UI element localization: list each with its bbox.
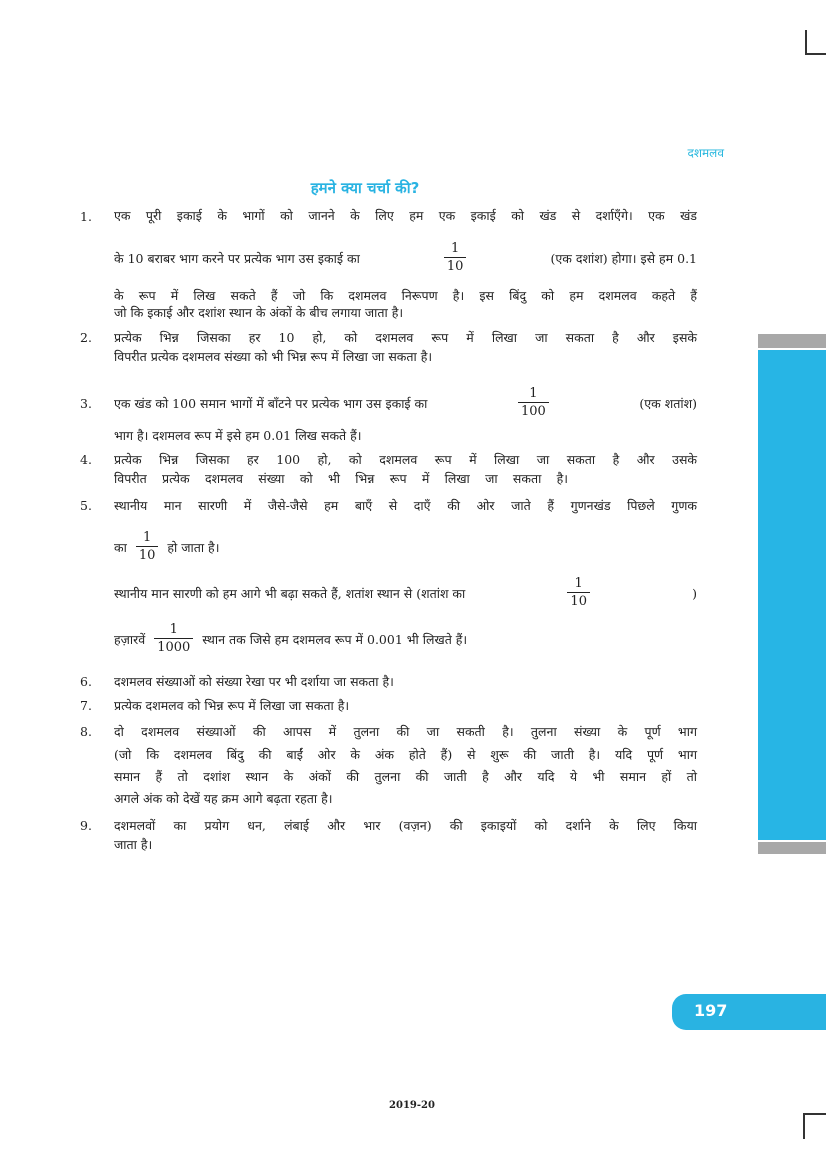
side-tab-top-stripe bbox=[758, 334, 826, 348]
item-line: दशमलव संख्याओं को संख्या रेखा पर भी दर्शाया जा सकता है। bbox=[114, 674, 394, 689]
text-segment: के 10 बराबर भाग करने पर प्रत्येक भाग उस इकाई का bbox=[114, 250, 360, 266]
fraction-denominator: 100 bbox=[518, 402, 549, 420]
item-line: जाता है। bbox=[114, 837, 153, 852]
fraction-denominator: 1000 bbox=[154, 638, 193, 656]
item-number: 4. bbox=[80, 452, 92, 467]
text-segment: स्थानीय मान सारणी को हम आगे भी बढ़ा सकते हैं, शतांश स्थान से (शतांश का bbox=[114, 585, 466, 601]
item-line: स्थानीय मान सारणी में जैसे-जैसे हम बाएँ से दाएँ की ओर जाते हैं गुणनखंड पिछले गुणक bbox=[114, 498, 697, 513]
item-line: प्रत्येक भिन्न जिसका हर 10 हो, को दशमलव रूप में लिखा जा सकता है और इसके bbox=[114, 330, 697, 345]
text-segment: ) bbox=[692, 585, 697, 601]
section-heading: हमने क्या चर्चा की? bbox=[310, 179, 420, 197]
fraction-denominator: 10 bbox=[136, 546, 159, 564]
text-segment: स्थान तक जिसे हम दशमलव रूप में 0.001 भी लिखते हैं। bbox=[202, 631, 468, 647]
page-number: 197 bbox=[694, 1001, 728, 1020]
fraction-denominator: 10 bbox=[444, 257, 467, 275]
item-line: दो दशमलव संख्याओं की आपस में तुलना की जा सकती है। तुलना संख्या के पूर्ण भाग bbox=[114, 724, 697, 739]
item-number: 8. bbox=[80, 724, 92, 739]
item-line: दशमलवों का प्रयोग धन, लंबाई और भार (वज़न) की इकाइयों को दर्शाने के लिए किया bbox=[114, 818, 697, 833]
item-line: विपरीत प्रत्येक दशमलव संख्या को भी भिन्न रूप में लिखा जा सकता है। bbox=[114, 471, 568, 486]
chapter-label: दशमलव bbox=[687, 146, 724, 160]
text-segment: का bbox=[114, 539, 127, 555]
item-number: 3. bbox=[80, 396, 92, 411]
footer-year: 2019-20 bbox=[389, 1100, 435, 1111]
fraction-numerator: 1 bbox=[451, 241, 460, 256]
item-line-with-fraction bbox=[114, 530, 219, 564]
item-line: भाग है। दशमलव रूप में इसे हम 0.01 लिख सकते हैं। bbox=[114, 428, 362, 443]
item-number: 1. bbox=[80, 209, 92, 224]
item-line-with-fraction bbox=[114, 241, 697, 275]
item-line: के रूप में लिख सकते हैं जो कि दशमलव निरूपण है। इस बिंदु को हम दशमलव कहते हैं bbox=[114, 288, 697, 303]
item-line: जो कि इकाई और दशांश स्थान के अंकों के बीच लगाया जाता है। bbox=[114, 305, 404, 320]
fraction bbox=[444, 241, 467, 275]
fraction-denominator: 10 bbox=[567, 592, 590, 610]
item-line: समान हैं तो दशांश स्थान के अंकों की तुलना की जाती है और यदि ये भी समान हों तो bbox=[114, 769, 697, 784]
text-segment: एक खंड को 100 समान भागों में बाँटने पर प्रत्येक भाग उस इकाई का bbox=[114, 395, 428, 411]
item-line-with-fraction bbox=[114, 386, 697, 420]
text-segment: (एक दशांश) होगा। इसे हम 0.1 bbox=[550, 250, 697, 266]
fraction-numerator: 1 bbox=[169, 622, 178, 637]
crop-mark-top-horizontal bbox=[805, 53, 826, 55]
item-line: विपरीत प्रत्येक दशमलव संख्या को भी भिन्न रूप में लिखा जा सकता है। bbox=[114, 349, 433, 364]
page-number-tab bbox=[672, 994, 826, 1030]
fraction-numerator: 1 bbox=[142, 530, 152, 545]
item-number: 9. bbox=[80, 818, 92, 833]
item-line-with-fraction bbox=[114, 622, 467, 656]
text-segment: हज़ारवें bbox=[114, 631, 146, 647]
fraction bbox=[154, 622, 193, 656]
fraction-numerator: 1 bbox=[529, 386, 538, 401]
side-tab bbox=[758, 350, 826, 840]
item-number: 5. bbox=[80, 498, 92, 513]
item-line-with-fraction bbox=[114, 576, 697, 610]
item-number: 2. bbox=[80, 330, 92, 345]
item-line: अगले अंक को देखें यह क्रम आगे बढ़ता रहता है। bbox=[114, 791, 333, 806]
fraction bbox=[136, 530, 159, 564]
crop-mark-bottom-horizontal bbox=[803, 1113, 826, 1115]
item-line: प्रत्येक दशमलव को भिन्न रूप में लिखा जा सकता है। bbox=[114, 698, 350, 713]
item-line: प्रत्येक भिन्न जिसका हर 100 हो, को दशमलव रूप में लिखा जा सकता है और उसके bbox=[114, 452, 697, 467]
crop-mark-bottom-vertical bbox=[803, 1113, 805, 1139]
text-segment: हो जाता है। bbox=[167, 539, 220, 555]
item-line: एक पूरी इकाई के भागों को जानने के लिए हम एक इकाई को खंड से दर्शाएँगे। एक खंड bbox=[114, 208, 697, 223]
fraction bbox=[567, 576, 590, 610]
item-line: (जो कि दशमलव बिंदु की बाईं ओर के अंक होते हैं) से शुरू की जाती है। यदि पूर्ण भाग bbox=[114, 747, 697, 762]
item-number: 6. bbox=[80, 674, 92, 689]
item-number: 7. bbox=[80, 698, 92, 713]
crop-mark-top-vertical bbox=[805, 30, 807, 55]
fraction bbox=[518, 386, 549, 420]
side-tab-bottom-stripe bbox=[758, 842, 826, 854]
fraction-numerator: 1 bbox=[574, 576, 583, 591]
text-segment: (एक शतांश) bbox=[639, 395, 697, 411]
